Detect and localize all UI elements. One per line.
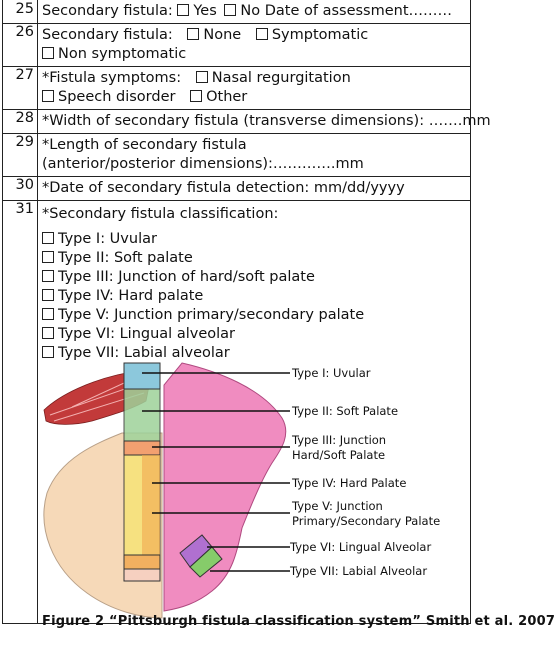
speech-disorder-label: Speech disorder bbox=[58, 89, 176, 105]
row-number: 26 bbox=[3, 24, 38, 67]
type-v-zone bbox=[124, 555, 160, 569]
classification-title: *Secondary fistula classification: bbox=[42, 206, 279, 222]
width-field[interactable]: *Width of secondary fistula (transverse dimensions): …….mm bbox=[42, 113, 491, 129]
non-symptomatic-option-label: Non symptomatic bbox=[58, 46, 187, 62]
type-i-zone bbox=[124, 363, 160, 389]
row-number: 30 bbox=[3, 177, 38, 201]
type-ii-zone bbox=[124, 389, 160, 441]
type-v-diagram-label: Type V: Junction bbox=[292, 499, 383, 513]
no-option-label: No bbox=[240, 3, 261, 19]
symptomatic-checkbox[interactable] bbox=[256, 28, 268, 40]
form-row-30 bbox=[3, 177, 471, 201]
detection-date-field[interactable]: *Date of secondary fistula detection: mm/dd/yyyy bbox=[42, 180, 405, 196]
type-vi-checkbox[interactable] bbox=[42, 327, 54, 339]
type-v-diagram-label-2: Primary/Secondary Palate bbox=[292, 514, 441, 528]
other-option-label: Other bbox=[206, 89, 248, 105]
field-label: *Fistula symptoms: bbox=[42, 70, 182, 86]
field-label: Secondary fistula: bbox=[42, 27, 173, 43]
type-iii-diagram-label: Type III: Junction bbox=[292, 433, 387, 447]
form-row-26 bbox=[3, 24, 471, 67]
type-iv-zone-right bbox=[142, 455, 160, 555]
other-checkbox[interactable] bbox=[190, 90, 202, 102]
type-ii-diagram-label: Type II: Soft Palate bbox=[292, 404, 399, 418]
row-number: 25 bbox=[3, 0, 38, 24]
type-vii-label: Type VII: Labial alveolar bbox=[58, 345, 230, 361]
type-vii-checkbox[interactable] bbox=[42, 346, 54, 358]
speech-disorder-checkbox[interactable] bbox=[42, 90, 54, 102]
row-number: 31 bbox=[3, 201, 38, 624]
form-row-29 bbox=[3, 134, 471, 177]
nasal-regurgitation-label: Nasal regurgitation bbox=[211, 70, 351, 86]
none-option-label: None bbox=[203, 27, 242, 43]
row-number: 28 bbox=[3, 110, 38, 134]
classification-figure bbox=[42, 363, 555, 629]
symptomatic-option-label: Symptomatic bbox=[271, 27, 369, 43]
type-ii-checkbox[interactable] bbox=[42, 251, 54, 263]
type-iv-diagram-label: Type IV: Hard Palate bbox=[292, 476, 407, 490]
row-number: 29 bbox=[3, 134, 38, 177]
type-vi-diagram-label: Type VI: Lingual Alveolar bbox=[290, 540, 432, 554]
form-row-25 bbox=[3, 0, 471, 24]
date-of-assessment-field[interactable]: Date of assessment……… bbox=[264, 3, 453, 19]
nasal-regurgitation-checkbox[interactable] bbox=[196, 71, 208, 83]
type-i-checkbox[interactable] bbox=[42, 232, 54, 244]
length-field[interactable]: (anterior/posterior dimensions):………….mm bbox=[42, 156, 364, 172]
type-iii-zone bbox=[124, 441, 160, 455]
type-ii-label: Type II: Soft palate bbox=[58, 250, 193, 266]
fistula-form-table bbox=[2, 0, 555, 629]
field-label: Secondary fistula: bbox=[42, 3, 173, 19]
type-iv-label: Type IV: Hard palate bbox=[58, 288, 204, 304]
form-row-27 bbox=[3, 67, 471, 110]
length-field-label: *Length of secondary fistula bbox=[42, 137, 247, 153]
non-symptomatic-checkbox[interactable] bbox=[42, 47, 54, 59]
type-iii-label: Type III: Junction of hard/soft palate bbox=[58, 269, 315, 285]
type-iii-checkbox[interactable] bbox=[42, 270, 54, 282]
type-i-diagram-label: Type I: Uvular bbox=[292, 366, 371, 380]
yes-checkbox[interactable] bbox=[177, 4, 189, 16]
type-v-label: Type V: Junction primary/secondary palate bbox=[58, 307, 365, 323]
row-number: 27 bbox=[3, 67, 38, 110]
none-checkbox[interactable] bbox=[187, 28, 199, 40]
no-checkbox[interactable] bbox=[224, 4, 236, 16]
form-row-28 bbox=[3, 110, 471, 134]
type-v-checkbox[interactable] bbox=[42, 308, 54, 320]
type-vii-diagram-label: Type VII: Labial Alveolar bbox=[290, 564, 428, 578]
yes-option-label: Yes bbox=[193, 3, 217, 19]
type-i-label: Type I: Uvular bbox=[58, 231, 157, 247]
type-iv-checkbox[interactable] bbox=[42, 289, 54, 301]
palate-diagram bbox=[42, 363, 472, 621]
form-row-31 bbox=[3, 201, 471, 624]
type-vi-label: Type VI: Lingual alveolar bbox=[58, 326, 235, 342]
type-iii-diagram-label-2: Hard/Soft Palate bbox=[292, 448, 386, 462]
figure-caption: Figure 2 “Pittsburgh fistula classification system” Smith et al. 2007 bbox=[42, 614, 555, 629]
palate-pink-shape bbox=[164, 363, 286, 611]
